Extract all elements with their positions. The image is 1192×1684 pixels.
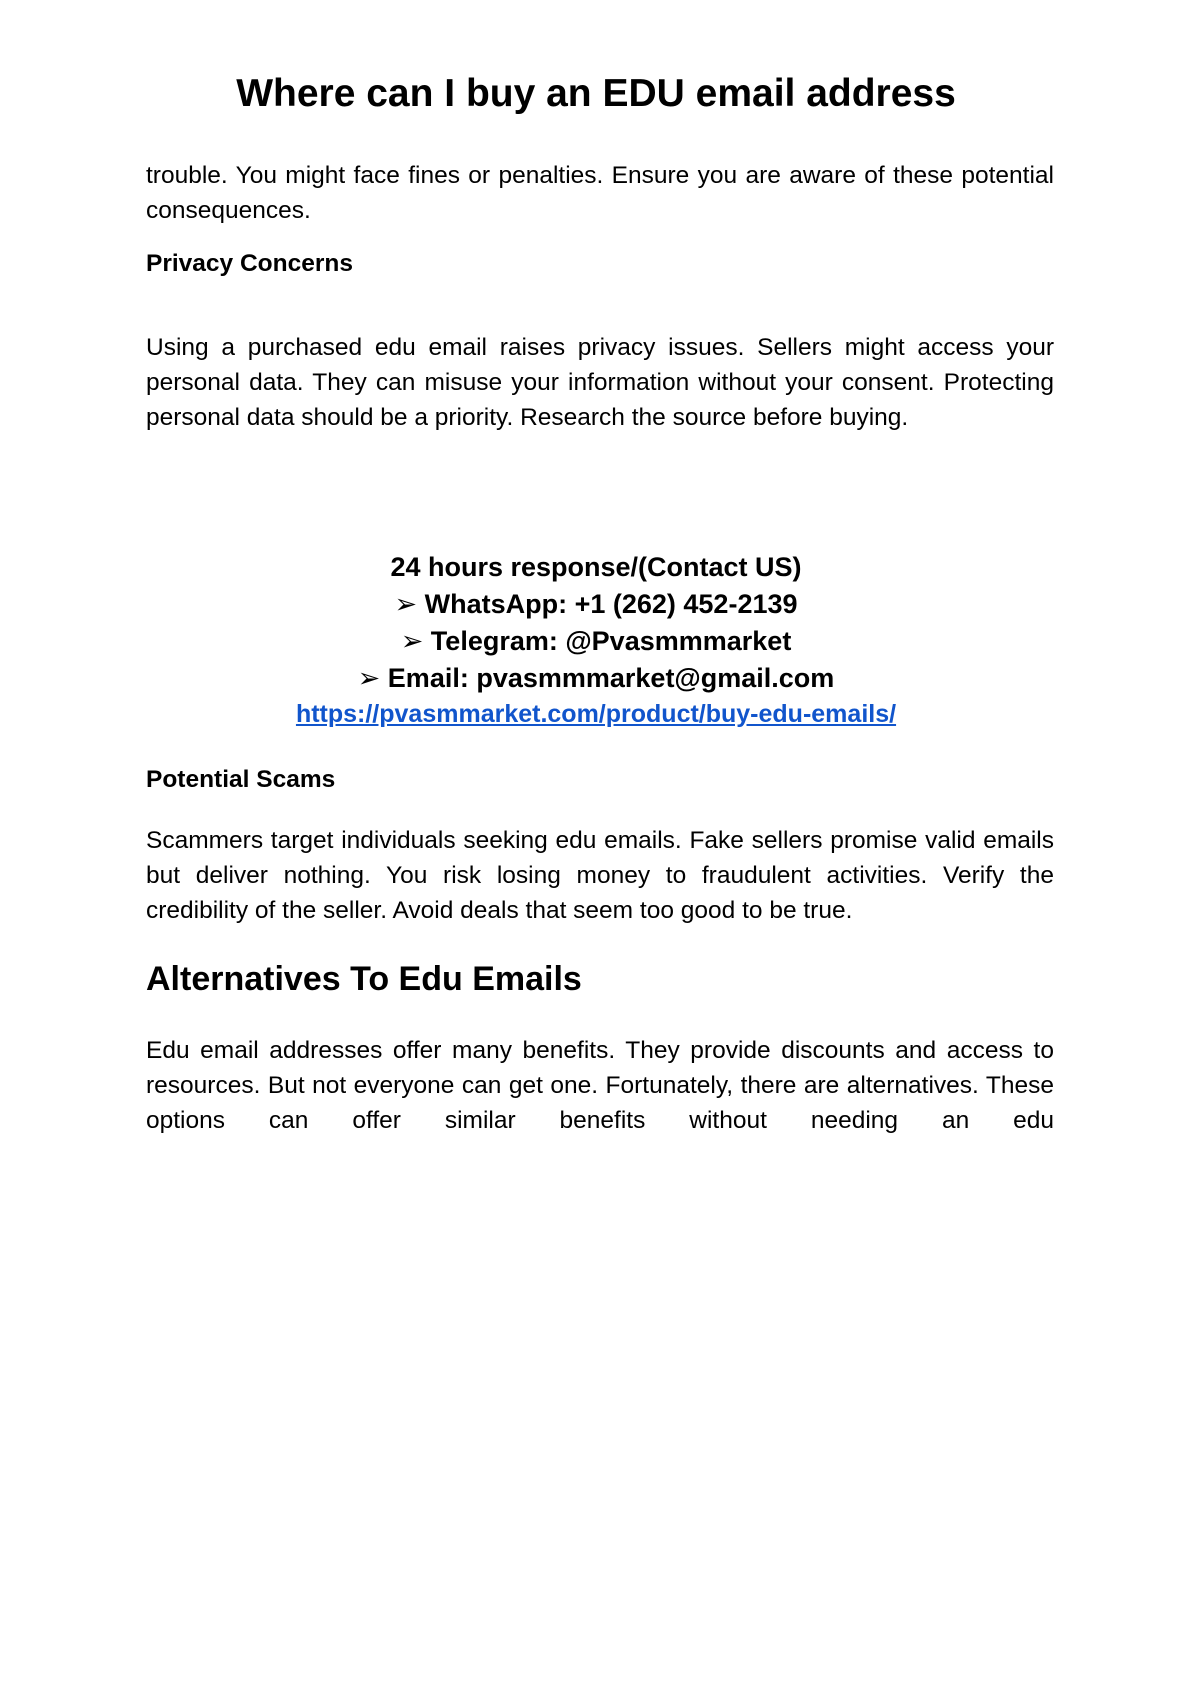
privacy-section	[146, 246, 1054, 281]
scams-heading: Potential Scams	[146, 766, 336, 793]
scams-section	[146, 762, 1054, 797]
alternatives-paragraph: Edu email addresses offer many benefits. They provide discounts and access to resources. But not everyone can get one. Fortunately, there are alternatives. These options can offer similar benefits without needing an edu	[146, 1037, 1054, 1134]
intro-paragraph: trouble. You might face fines or penalties. Ensure you are aware of these potential consequences.	[146, 162, 1054, 224]
document-title: Where can I buy an EDU email address	[236, 72, 956, 115]
contact-response: 24 hours response/(Contact US)	[390, 552, 802, 582]
scams-paragraph: Scammers target individuals seeking edu emails. Fake sellers promise valid emails but deliver nothing. You risk losing money to fraudulent activities. Verify the credibility of the seller. Avoid deals that seem too good to be true.	[146, 827, 1054, 924]
privacy-paragraph: Using a purchased edu email raises privacy issues. Sellers might access your personal data. They can misuse your information without your consent. Protecting personal data should be a priority. Research the source before buying.	[146, 334, 1054, 431]
contact-whatsapp: ➢ WhatsApp: +1 (262) 452-2139	[394, 589, 798, 619]
privacy-body	[146, 330, 1054, 435]
alternatives-section	[146, 957, 1054, 1001]
contact-telegram: ➢ Telegram: @Pvasmmmarket	[400, 626, 792, 656]
alternatives-heading: Alternatives To Edu Emails	[146, 960, 582, 998]
scams-body	[146, 823, 1054, 928]
intro-section	[146, 158, 1054, 228]
alternatives-body	[146, 1033, 1054, 1138]
contact-email: ➢ Email: pvasmmmarket@gmail.com	[357, 663, 835, 693]
privacy-heading: Privacy Concerns	[146, 250, 353, 277]
product-link[interactable]: https://pvasmmarket.com/product/buy-edu-emails/	[295, 700, 897, 728]
contact-block	[0, 549, 1192, 732]
